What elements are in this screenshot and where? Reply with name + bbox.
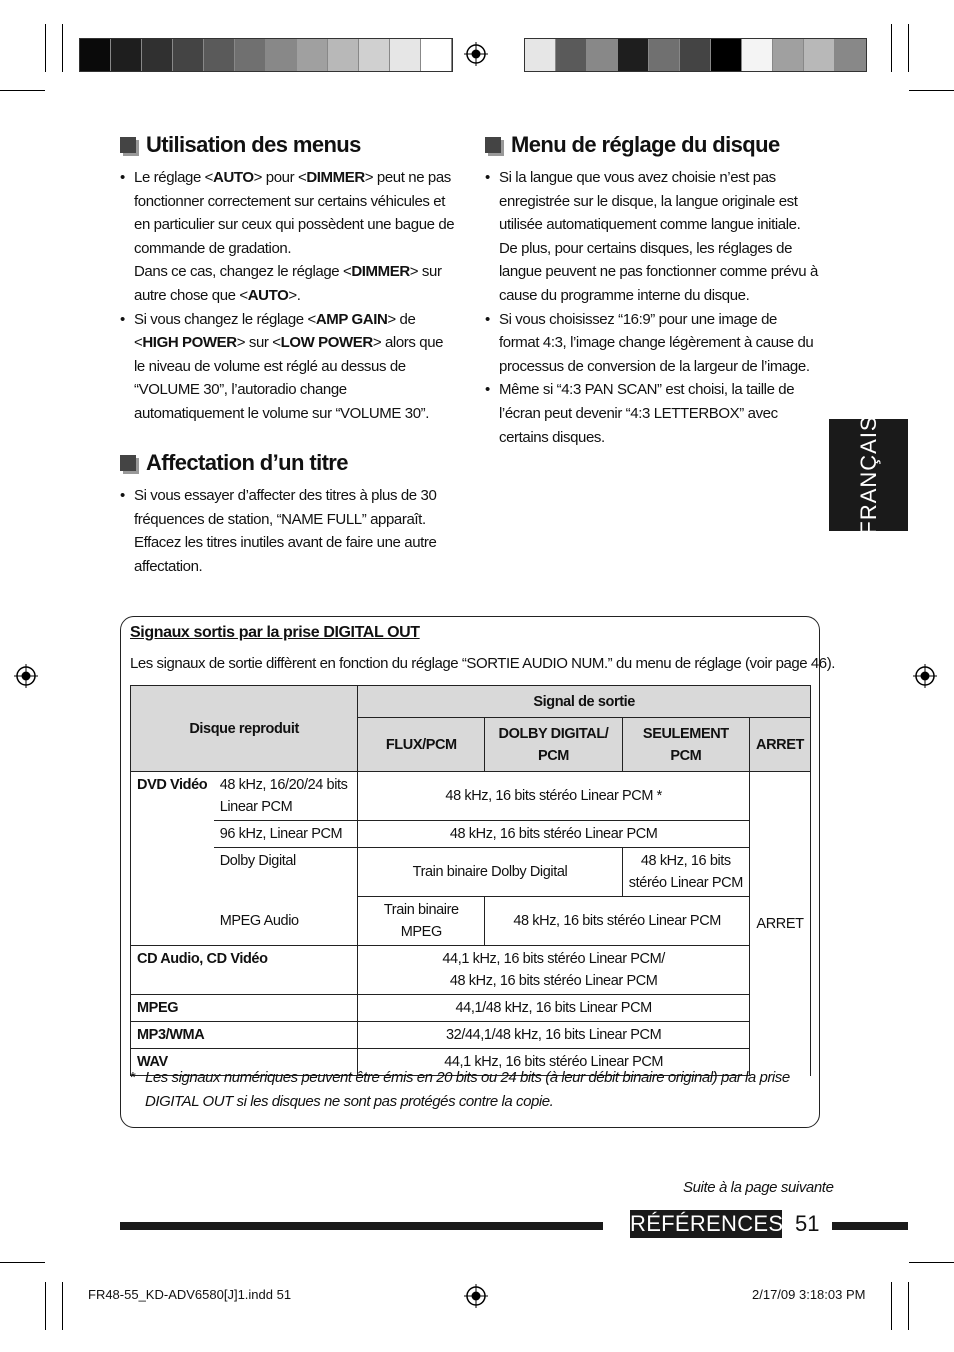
header-seulement: SEULEMENT PCM <box>622 718 749 772</box>
header-signal: Signal de sortie <box>358 686 811 718</box>
box-title: Signaux sortis par la prise DIGITAL OUT <box>130 624 420 641</box>
menus-list <box>120 166 455 426</box>
color-bar-right <box>524 38 867 72</box>
crop-mark <box>891 1282 892 1330</box>
color-swatch <box>390 39 421 71</box>
signal-table <box>130 685 811 1076</box>
registration-mark-icon <box>14 664 38 688</box>
registration-mark-icon <box>464 1284 488 1308</box>
heading-text: Affectation d’un titre <box>146 450 348 475</box>
crop-mark <box>0 1262 45 1263</box>
table-row <box>131 772 811 821</box>
footnote-mark: * <box>130 1069 136 1086</box>
table-row <box>131 897 811 946</box>
heading-text: Utilisation des menus <box>146 132 361 157</box>
color-swatch <box>421 39 452 71</box>
language-tab <box>829 415 908 535</box>
dvd-output: Train binaire Dolby Digital <box>358 848 622 897</box>
list-item: • Si la langue que vous avez choisie n’est pas enregistrée sur le disque, la langue originale est utilisée automatiquement comme langue initiale. De plus, pour certains disques, les réglages de langue peuvent ne pas fonctionner comme prévu à cause du programme interne du disque. <box>485 166 820 308</box>
crop-mark <box>62 1282 63 1330</box>
color-swatch <box>835 39 866 71</box>
crop-mark <box>909 1262 954 1263</box>
color-swatch <box>804 39 835 71</box>
dvd-output: Train binaire MPEG <box>358 897 485 946</box>
dvd-source: 48 kHz, 16/20/24 bits Linear PCM <box>214 772 358 821</box>
crop-mark <box>45 24 46 72</box>
color-swatch <box>111 39 142 71</box>
header-dolby: DOLBY DIGITAL/ PCM <box>485 718 622 772</box>
list-item: • Si vous essayer d’affecter des titres à plus de 30 fréquences de station, “NAME FULL” apparaît. Effacez les titres inutiles avant de faire une autre affectation. <box>120 484 460 578</box>
color-swatch <box>587 39 618 71</box>
footnote-text: Les signaux numériques peuvent être émis en 20 bits ou 24 bits (à leur débit binaire original) par la prise DIGITAL OUT si les disques ne sont pas protégés contre la copie. <box>145 1069 790 1110</box>
footnote <box>130 1066 810 1114</box>
row-label-cd: CD Audio, CD Vidéo <box>131 946 358 995</box>
heading-bullet-icon <box>120 137 136 153</box>
table-row <box>131 848 811 897</box>
color-swatch <box>235 39 266 71</box>
header-disque: Disque reproduit <box>131 686 358 772</box>
dvd-source: MPEG Audio <box>214 897 358 946</box>
mp3-output: 32/44,1/48 kHz, 16 bits Linear PCM <box>358 1022 750 1049</box>
continue-note: Suite à la page suivante <box>683 1179 834 1196</box>
header-flux: FLUX/PCM <box>358 718 485 772</box>
color-bar-left <box>79 38 453 72</box>
color-swatch <box>773 39 804 71</box>
color-swatch <box>742 39 773 71</box>
color-swatch <box>266 39 297 71</box>
dvd-output: 48 kHz, 16 bits stéréo Linear PCM <box>622 848 749 897</box>
color-swatch <box>328 39 359 71</box>
page-number: 51 <box>795 1211 820 1236</box>
header-arret: ARRET <box>750 718 811 772</box>
crop-mark <box>908 1282 909 1330</box>
color-swatch <box>556 39 587 71</box>
cd-output-line: 44,1 kHz, 16 bits stéréo Linear PCM/ <box>442 951 665 967</box>
cd-output-line: 48 kHz, 16 bits stéréo Linear PCM <box>449 973 658 989</box>
footer-rule <box>832 1222 908 1230</box>
table-row <box>131 946 811 995</box>
cd-output <box>358 946 750 995</box>
table-row <box>131 821 811 848</box>
row-label-wav: WAV <box>131 1049 358 1076</box>
dvd-source: Dolby Digital <box>214 848 358 897</box>
heading-text: Menu de réglage du disque <box>511 132 780 157</box>
dvd-output: 48 kHz, 16 bits stéréo Linear PCM <box>358 821 750 848</box>
registration-mark-icon <box>464 42 488 66</box>
color-swatch <box>142 39 173 71</box>
color-swatch <box>649 39 680 71</box>
box-intro: Les signaux de sortie diffèrent en fonction du réglage “SORTIE AUDIO NUM.” du menu de réglage (voir page 46). <box>130 655 835 672</box>
language-tab-label: FRANÇAIS <box>855 415 881 535</box>
color-swatch <box>204 39 235 71</box>
footer-rule <box>120 1222 603 1230</box>
titre-list <box>120 484 460 578</box>
crop-mark <box>62 24 63 72</box>
color-swatch <box>297 39 328 71</box>
color-swatch <box>80 39 111 71</box>
color-swatch <box>173 39 204 71</box>
heading-utilisation-menus <box>120 132 361 158</box>
heading-bullet-icon <box>120 455 136 471</box>
row-label-mpeg: MPEG <box>131 995 358 1022</box>
dvd-output: 48 kHz, 16 bits stéréo Linear PCM <box>485 897 750 946</box>
color-swatch <box>618 39 649 71</box>
mpeg-output: 44,1/48 kHz, 16 bits Linear PCM <box>358 995 750 1022</box>
list-item: • Si vous choisissez “16:9” pour une image de format 4:3, l’image change légèrement à cause du processus de conversion de la largeur de l’image. <box>485 308 820 379</box>
dvd-output: 48 kHz, 16 bits stéréo Linear PCM * <box>358 772 750 821</box>
crop-mark <box>909 90 954 91</box>
disque-list <box>485 166 820 449</box>
color-swatch <box>711 39 742 71</box>
row-label-dvd: DVD Vidéo <box>131 772 214 946</box>
list-item: • Si vous changez le réglage <AMP GAIN> de <HIGH POWER> sur <LOW POWER> alors que le niveau de volume est réglé au dessus de “VOLUME 30”, l’autoradio change automatiquement le volume sur “VOLUME 30”. <box>120 308 455 426</box>
dvd-source: 96 kHz, Linear PCM <box>214 821 358 848</box>
table-header-row <box>131 686 811 718</box>
heading-bullet-icon <box>485 137 501 153</box>
row-label-mp3: MP3/WMA <box>131 1022 358 1049</box>
list-item: • Le réglage <AUTO> pour <DIMMER> peut ne pas fonctionner correctement sur certains véhicules et en particulier sur ceux qui possèdent une bague de commande de gradation. Dans ce cas, changez le réglage <DIMMER> sur autre chose que <AUTO>. <box>120 166 455 308</box>
color-swatch <box>525 39 556 71</box>
crop-mark <box>45 1282 46 1330</box>
arret-output: ARRET <box>750 772 811 1076</box>
section-label: RÉFÉRENCES <box>630 1211 784 1236</box>
slug-file: FR48-55_KD-ADV6580[J]1.indd 51 <box>88 1287 292 1302</box>
color-swatch <box>680 39 711 71</box>
heading-menu-reglage-disque <box>485 132 780 158</box>
crop-mark <box>908 24 909 72</box>
wav-output: 44,1 kHz, 16 bits stéréo Linear PCM <box>358 1049 750 1076</box>
crop-mark <box>891 24 892 72</box>
color-swatch <box>359 39 390 71</box>
crop-mark <box>0 90 45 91</box>
heading-affectation-titre <box>120 450 348 476</box>
table-row <box>131 1022 811 1049</box>
slug-date: 2/17/09 3:18:03 PM <box>752 1287 866 1302</box>
list-item: • Même si “4:3 PAN SCAN” est choisi, la taille de l’écran peut devenir “4:3 LETTERBOX” avec certains disques. <box>485 378 820 449</box>
table-row <box>131 995 811 1022</box>
registration-mark-icon <box>913 664 937 688</box>
